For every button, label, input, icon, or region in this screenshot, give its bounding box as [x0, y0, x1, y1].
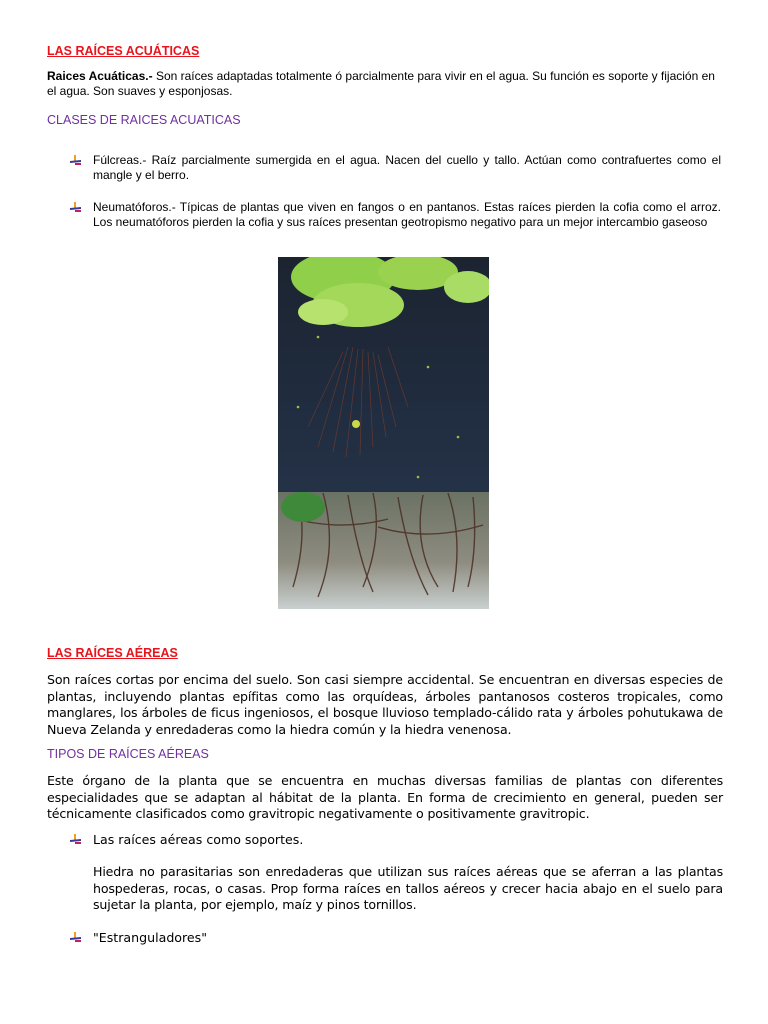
section-title-aquatic-roots: LAS RAÍCES ACUÁTICAS — [47, 44, 200, 58]
list-item-text: Neumatóforos.- Típicas de plantas que viven en fangos o en pantanos. Estas raíces pierden la cofia como el arroz. Los neumatóforos pierden la cofia y sus raíces presentan geotropismo negativo para un mejor intercambio gaseoso — [93, 200, 721, 229]
aquatic-roots-intro — [47, 69, 723, 99]
bullet-icon — [70, 202, 82, 212]
list-item-text: Fúlcreas.- Raíz parcialmente sumergida en el agua. Nacen del cuello y tallo. Actúan como contrafuertes como el mangle y el berro. — [93, 153, 721, 182]
aerial-roots-body: Este órgano de la planta que se encuentra en muchas diversas familias de plantas con diferentes especialidades que se adaptan al hábitat de la planta. En forma de crecimiento en general, pueden ser técnicamente clasificados como gravitropic negativamente o positivamente gravitropic. — [47, 773, 723, 821]
list-item-text: Las raíces aéreas como soportes. — [93, 832, 304, 847]
bullet-icon — [70, 155, 82, 165]
support-roots-text: Hiedra no parasitarias son enredaderas que utilizan sus raíces aéreas que se aferran a las plantas hospederas, rocas, o casas. Prop forma raíces en tallos aéreos y crecer hacia abajo en el suelo para sujetar la planta, por ejemplo, maíz y pinos tornillos. — [93, 864, 723, 912]
aerial-roots-intro: Son raíces cortas por encima del suelo. Son casi siempre accidental. Se encuentran en diversas especies de plantas, incluyendo plantas epífitas como las orquídeas, árboles pantanosos costeros tropicales, como manglares, los árboles de ficus ingeniosos, el bosque lluvioso templado-cálido rata y árboles pohutukawa de Nueva Zelanda y enredaderas como la hiedra común y la hiedra venenosa. — [47, 672, 723, 737]
intro-text: Son raíces adaptadas totalmente ó parcialmente para vivir en el agua. Su función es soporte y fijación en el agua. Son suaves y esponjosas. — [47, 69, 715, 98]
bullet-icon — [70, 932, 82, 942]
bullet-icon — [70, 834, 82, 844]
intro-term: Raices Acuáticas.- — [47, 69, 153, 83]
list-item-text: "Estranguladores" — [93, 930, 208, 945]
subtitle-aquatic-classes: CLASES DE RAICES ACUATICAS — [47, 113, 241, 127]
subtitle-aerial-types: TIPOS DE RAÍCES AÉREAS — [47, 747, 209, 761]
section-title-aerial-roots: LAS RAÍCES AÉREAS — [47, 646, 178, 660]
aquatic-roots-photo — [278, 257, 489, 609]
